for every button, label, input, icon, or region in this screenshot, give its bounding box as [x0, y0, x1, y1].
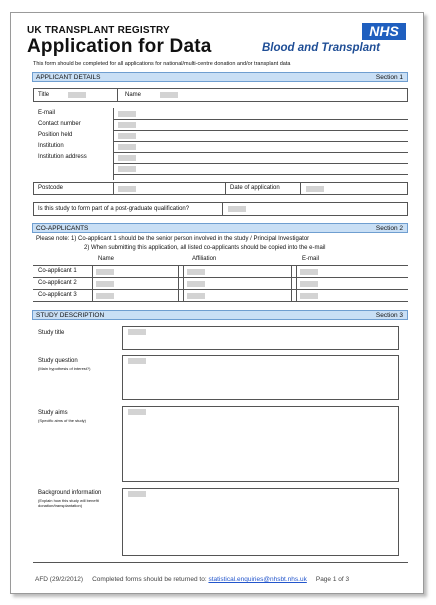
intro-text: This form should be completed for all applications for national/multi-centre donation and/or transplant data: [33, 61, 291, 67]
date-field[interactable]: [306, 186, 324, 192]
divider: [225, 182, 226, 195]
contact-field[interactable]: [118, 122, 136, 128]
email-label: E-mail: [38, 110, 56, 116]
section3-number: Section 3: [375, 312, 403, 319]
postgrad-field[interactable]: [228, 206, 246, 212]
postcode-row: [33, 182, 408, 195]
institution-field[interactable]: [118, 144, 136, 150]
co-applicant-2-name[interactable]: [96, 281, 114, 287]
footer-email-link[interactable]: statistical.enquiries@nhsbt.nhs.uk: [208, 576, 307, 583]
date-label: Date of application: [230, 185, 280, 191]
divider: [183, 265, 184, 301]
col-email-header: E-mail: [302, 256, 320, 262]
co-applicant-1-name[interactable]: [96, 269, 114, 275]
nhs-logo: NHS: [362, 23, 406, 40]
registry-name: UK TRANSPLANT REGISTRY: [27, 25, 170, 36]
co-applicant-note-2: 2) When submitting this application, all listed co-applicants should be copied into the e-mail: [84, 245, 326, 251]
title-field[interactable]: [68, 92, 86, 98]
divider: [33, 277, 408, 278]
page-title: Application for Data: [27, 36, 212, 57]
divider: [117, 88, 118, 102]
study-question-field: [128, 358, 146, 364]
section2-title: CO-APPLICANTS: [36, 225, 89, 232]
postgrad-question: Is this study to form part of a post-graduate qualification?: [38, 206, 190, 212]
divider: [92, 265, 93, 301]
position-label: Position held: [38, 132, 73, 138]
postcode-field[interactable]: [118, 186, 136, 192]
divider: [113, 174, 408, 175]
section1-header: [32, 72, 408, 82]
section1-number: Section 1: [375, 74, 403, 81]
footer-version: AFD (29/2/2012): [35, 576, 84, 583]
divider: [113, 152, 408, 153]
divider: [296, 265, 297, 301]
footer-page-number: Page 1 of 3: [315, 576, 350, 583]
co-applicant-3-label: Co-applicant 3: [38, 292, 77, 298]
study-aims-field: [128, 409, 146, 415]
co-applicant-note-1: Please note: 1) Co-applicant 1 should be the senior person involved in the study / Principal Investigator: [36, 236, 310, 242]
study-title-input[interactable]: [122, 326, 399, 350]
institution-label: Institution: [38, 143, 64, 149]
postcode-label: Postcode: [38, 185, 64, 191]
divider: [33, 265, 408, 266]
address-field[interactable]: [118, 155, 136, 161]
address-field-2[interactable]: [118, 166, 136, 172]
co-applicant-2-affiliation[interactable]: [187, 281, 205, 287]
study-title-field: [128, 329, 146, 335]
study-question-input[interactable]: [122, 355, 399, 400]
co-applicant-1-email[interactable]: [300, 269, 318, 275]
study-aims-input[interactable]: [122, 406, 399, 482]
footer: [35, 576, 349, 583]
study-question-label: Study question: [38, 358, 78, 364]
col-affiliation-header: Affiliation: [192, 256, 217, 262]
position-field[interactable]: [118, 133, 136, 139]
section2-header: [32, 223, 408, 233]
divider: [113, 182, 114, 195]
background-label: Background information: [38, 490, 102, 496]
co-applicant-3-email[interactable]: [300, 293, 318, 299]
col-name-header: Name: [98, 256, 115, 262]
email-field[interactable]: [118, 111, 136, 117]
background-input[interactable]: [122, 488, 399, 556]
divider: [33, 562, 408, 563]
section2-number: Section 2: [375, 225, 403, 232]
divider: [113, 130, 408, 131]
footer-return-text: Completed forms should be returned to:: [92, 576, 207, 583]
background-field: [128, 491, 146, 497]
divider: [113, 163, 408, 164]
divider: [178, 265, 179, 301]
study-question-hint: (Main hypothesis of interest?): [38, 366, 91, 371]
divider: [33, 301, 408, 302]
divider: [300, 182, 301, 195]
co-applicant-3-affiliation[interactable]: [187, 293, 205, 299]
co-applicant-1-label: Co-applicant 1: [38, 268, 77, 274]
divider: [113, 141, 408, 142]
divider: [33, 289, 408, 290]
study-title-label: Study title: [38, 330, 65, 336]
divider: [222, 202, 223, 216]
study-aims-label: Study aims: [38, 410, 68, 416]
org-name: Blood and Transplant: [262, 42, 380, 54]
address-label: Institution address: [38, 154, 87, 160]
background-hint: (Explain how this study will benefit donation/transplantation): [38, 498, 99, 508]
co-applicant-2-email[interactable]: [300, 281, 318, 287]
co-applicant-1-affiliation[interactable]: [187, 269, 205, 275]
section3-header: [32, 310, 408, 320]
divider: [113, 119, 408, 120]
contact-label: Contact number: [38, 121, 81, 127]
name-label: Name: [125, 92, 142, 98]
co-applicant-2-label: Co-applicant 2: [38, 280, 77, 286]
study-aims-hint: (Specific aims of the study): [38, 418, 87, 423]
section1-title: APPLICANT DETAILS: [36, 74, 101, 81]
section3-title: STUDY DESCRIPTION: [36, 312, 105, 319]
co-applicant-3-name[interactable]: [96, 293, 114, 299]
divider: [291, 265, 292, 301]
title-name-row: [33, 88, 408, 102]
name-field[interactable]: [160, 92, 178, 98]
title-label: Title: [38, 92, 50, 98]
